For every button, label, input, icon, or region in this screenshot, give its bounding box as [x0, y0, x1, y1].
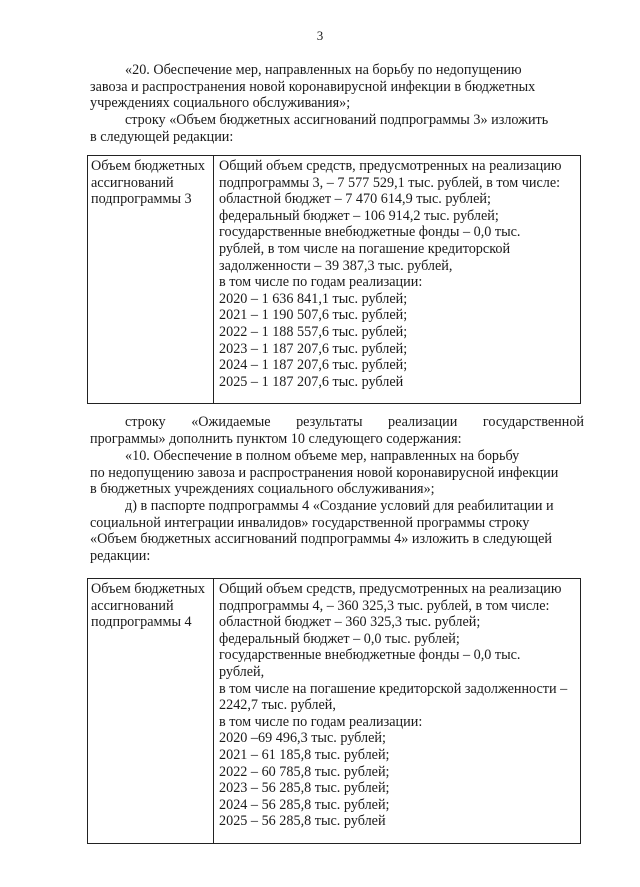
text-line: 2020 –69 496,3 тыс. рублей;: [219, 730, 386, 747]
text-line: в следующей редакции:: [90, 128, 234, 145]
text-line: рублей,: [219, 663, 265, 680]
text-line: 2242,7 тыс. рублей,: [219, 697, 336, 714]
table-label-cell: [88, 579, 214, 843]
text-line: 2024 – 1 187 207,6 тыс. рублей;: [219, 357, 408, 374]
text-line: д) в паспорте подпрограммы 4 «Создание условий для реабилитации и: [125, 498, 554, 514]
text-line: 2021 – 1 190 507,6 тыс. рублей;: [219, 307, 408, 324]
text-line: 2025 – 1 187 207,6 тыс. рублей: [219, 373, 404, 390]
text-line: в том числе по годам реализации:: [219, 274, 423, 291]
paragraph-subprogram-4-intro: [90, 498, 577, 564]
text-line: подпрограммы 4: [91, 614, 192, 631]
text-line: задолженности – 39 387,3 тыс. рублей,: [219, 257, 453, 274]
text-line: 2023 – 56 285,8 тыс. рублей;: [219, 780, 390, 797]
table-value-cell: [214, 579, 580, 843]
text-line: Общий объем средств, предусмотренных на реализацию: [219, 581, 562, 597]
text-line: рублей, в том числе на погашение кредиторской: [219, 240, 511, 257]
text-line: Объем бюджетных: [91, 158, 205, 174]
text-line: 2025 – 56 285,8 тыс. рублей: [219, 813, 386, 830]
text-line: строку «Ожидаемые результаты реализации государственной: [125, 414, 585, 430]
text-line: завоза и распространения новой коронавирусной инфекции в бюджетных: [90, 78, 536, 95]
text-line: 2024 – 56 285,8 тыс. рублей;: [219, 796, 390, 813]
paragraph-subprogram-3-intro: [90, 112, 577, 145]
text-line: 2020 – 1 636 841,1 тыс. рублей;: [219, 290, 408, 307]
paragraph-expected-results: [90, 414, 585, 447]
budget-table-subprogram-3: [87, 155, 581, 404]
text-line: программы» дополнить пунктом 10 следующего содержания:: [90, 430, 462, 447]
paragraph-item-10: [90, 448, 577, 498]
text-line: областной бюджет – 7 470 614,9 тыс. рублей;: [219, 191, 491, 208]
text-line: «10. Обеспечение в полном объеме мер, направленных на борьбу: [125, 448, 520, 464]
text-line: «20. Обеспечение мер, направленных на борьбу по недопущению: [125, 62, 522, 78]
text-line: по недопущению завоза и распространения новой коронавирусной инфекции: [90, 464, 559, 481]
text-line: 2021 – 61 185,8 тыс. рублей;: [219, 746, 390, 763]
text-line: строку «Объем бюджетных ассигнований подпрограммы 3» изложить: [125, 112, 549, 128]
text-line: ассигнований: [91, 174, 174, 191]
text-line: федеральный бюджет – 0,0 тыс. рублей;: [219, 630, 460, 647]
text-line: государственные внебюджетные фонды – 0,0 тыс.: [219, 647, 521, 664]
text-line: социальной интеграции инвалидов» государственной программы строку: [90, 514, 530, 531]
text-line: государственные внебюджетные фонды – 0,0 тыс.: [219, 224, 521, 241]
text-line: 2022 – 60 785,8 тыс. рублей;: [219, 763, 390, 780]
budget-table-subprogram-4: [87, 578, 581, 844]
text-line: 2022 – 1 188 557,6 тыс. рублей;: [219, 323, 408, 340]
text-line: Общий объем средств, предусмотренных на реализацию: [219, 158, 562, 174]
text-line: ассигнований: [91, 597, 174, 614]
table-label-cell: [88, 156, 214, 403]
page-number: 3: [316, 28, 324, 43]
text-line: подпрограммы 3: [91, 191, 192, 208]
text-line: федеральный бюджет – 106 914,2 тыс. рублей;: [219, 207, 499, 224]
text-line: в бюджетных учреждениях социального обслуживания»;: [90, 481, 435, 498]
table-value-cell: [214, 156, 580, 403]
paragraph-item-20: [90, 62, 577, 112]
text-line: учреждениях социального обслуживания»;: [90, 95, 351, 112]
text-line: подпрограммы 3, – 7 577 529,1 тыс. рублей, в том числе:: [219, 174, 561, 191]
text-line: 2023 – 1 187 207,6 тыс. рублей;: [219, 340, 408, 357]
text-line: областной бюджет – 360 325,3 тыс. рублей;: [219, 614, 481, 631]
text-line: в том числе по годам реализации:: [219, 713, 423, 730]
text-line: «Объем бюджетных ассигнований подпрограммы 4» изложить в следующей: [90, 531, 553, 548]
text-line: редакции:: [90, 547, 151, 564]
text-line: подпрограммы 4, – 360 325,3 тыс. рублей, в том числе:: [219, 597, 550, 614]
text-line: Объем бюджетных: [91, 581, 205, 597]
text-line: в том числе на погашение кредиторской задолженности –: [219, 680, 568, 697]
